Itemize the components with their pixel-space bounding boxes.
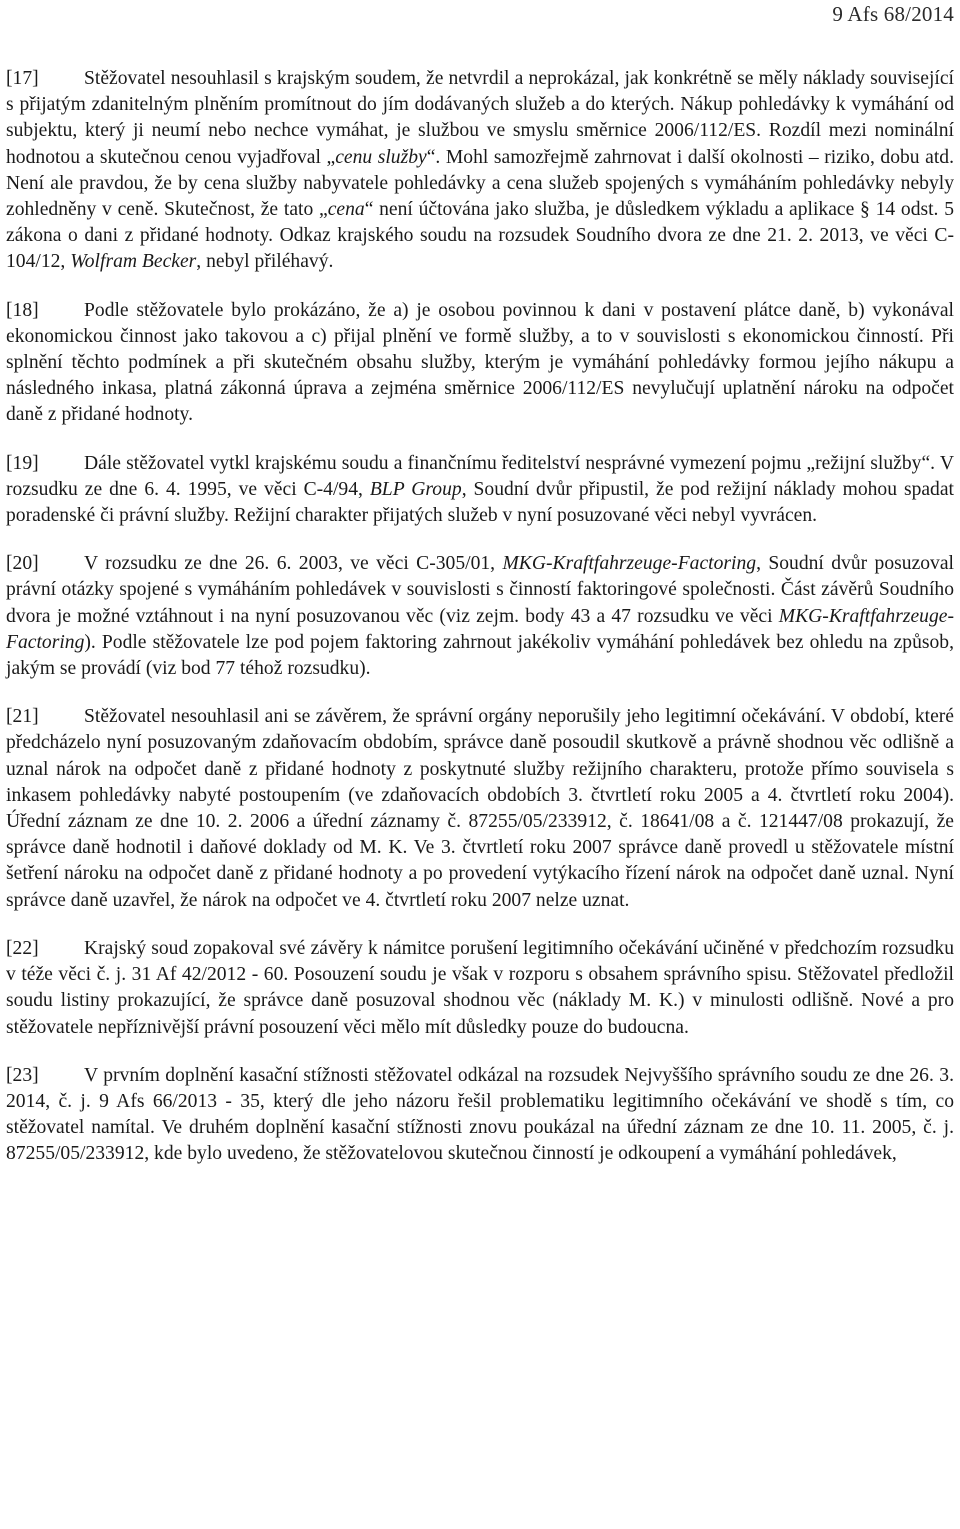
paragraph-19	[6, 451, 954, 530]
paragraph-22	[6, 936, 954, 1041]
case-name: BLP Group	[369, 478, 462, 500]
case-name: MKG-Kraftfahrzeuge-Factoring	[6, 605, 954, 653]
paragraph-17	[6, 66, 954, 276]
paragraph-number: [22]	[6, 937, 39, 959]
paragraph-text: , Soudní dvůr posuzoval právní otázky spojené s vymáháním pohledávek v souvislosti s činností faktoringové společnosti. Část závěrů Soudního dvora je možné vztáhnout i na nyní posuzovanou věc (viz zejm. body 43 a 47 rozsudku ve věci	[6, 553, 954, 627]
paragraph-text: “. Mohl samozřejmě zahrnovat i další okolnosti – riziko, dobu atd. Není ale pravdou, že by cena služby nabyvatele pohledávky a cena služeb spojených s vymáháním pohledávky nebyly zohledněny v ceně. Skutečnost, že tato „	[6, 146, 954, 221]
case-name: Wolfram Becker	[70, 251, 197, 273]
paragraph-20	[6, 551, 954, 682]
paragraph-number: [20]	[6, 553, 39, 575]
paragraph-number: [21]	[6, 706, 39, 728]
paragraph-text: “ není účtována jako služba, je důsledkem výkladu a aplikace § 14 odst. 5 zákona o dani z přidané hodnoty. Odkaz krajského soudu na rozsudek Soudního dvora ze dne 21. 2. 2013, ve věci C-104/12,	[6, 199, 954, 273]
paragraph-text: Podle stěžovatele bylo prokázáno, že a) je osobou povinnou k dani v postavení plátce daně, b) vykonával ekonomickou činnost jako takovou a c) přijal plnění ve formě služby, a to v souvislosti s ekonomickou činností. Při splnění těchto podmínek a při skutečném obsahu služby, kterým je vymáhání pohledávky formou jejího nákupu a následného inkasa, platná zákonná úprava a zejména směrnice 2006/112/ES nevylučují uplatnění nároku na odpočet daně z přidané hodnoty.	[6, 299, 954, 426]
page-header-case-number: 9 Afs 68/2014	[832, 2, 954, 26]
paragraph-21	[6, 704, 954, 914]
paragraph-text: , Soudní dvůr připustil, že pod režijní náklady mohou spadat poradenské či právní služby. Režijní charakter přijatých služeb v nyní posuzované věci nebyl vyvrácen.	[6, 478, 954, 527]
paragraph-number: [23]	[6, 1064, 39, 1086]
paragraph-number: [17]	[6, 68, 39, 89]
paragraph-text: ). Podle stěžovatele lze pod pojem faktoring zahrnout jakékoliv vymáhání pohledávek bez ohledu na způsob, jakým se provádí (viz bod 77 téhož rozsudku).	[6, 631, 954, 680]
paragraph-number: [18]	[6, 299, 39, 321]
paragraph-text: V prvním doplnění kasační stížnosti stěžovatel odkázal na rozsudek Nejvyššího správního soudu ze dne 26. 3. 2014, č. j. 9 Afs 66/2013 - 35, který dle jeho názoru řešil problematiku legitimního očekávání ve shodě s tím, co stěžovatel namítal. Ve druhém doplnění kasační stížnosti znovu poukázal na úřední záznam ze dne 10. 11. 2005, č. j. 87255/05/233912, kde bylo uvedeno, že stěžovatelovou skutečnou činností je odkoupení a vymáhání pohledávek,	[6, 1064, 954, 1165]
paragraph-text: Stěžovatel nesouhlasil s krajským soudem, že netvrdil a neprokázal, jak konkrétně se měly náklady související s přijatým zdanitelným plněním promítnout do jím dodávaných služeb a do kterých. Nákup pohledávky k vymáhání od subjektu, který ji neumí nebo nechce vymáhat, je službou ve smyslu směrnice 2006/112/ES. Rozdíl mezi nominální hodnotou a skutečnou cenou vyjadřoval „	[6, 68, 954, 168]
paragraph-18	[6, 298, 954, 429]
paragraph-text: , nebyl přiléhavý.	[196, 251, 334, 273]
paragraph-text: Stěžovatel nesouhlasil ani se závěrem, že správní orgány neporušily jeho legitimní očekávání. V období, které předcházelo nyní posuzovaným zdaňovacím obdobím, správce daně posoudil skutkově a právně shodnou věc odlišně a uznal nárok na odpočet daně z přidané hodnoty z poskytnuté služby režijního charakteru, protože přímo souvisela s inkasem pohledávky nabyté postoupením (ve zdaňovacích obdobích 3. čtvrtletí roku 2005 a 4. čtvrtletí roku 2004). Úřední záznam ze dne 10. 2. 2006 a úřední záznamy č. 87255/05/233912, č. 18641/08 a č. 121447/08 prokazují, že správce daně hodnotil i daňové doklady od M. K. Ve 3. čtvrtletí roku 2007 správce daně provedl u stěžovatele místní šetření nároku na odpočet daně z přidané hodnoty a po provedení vytýkacího řízení nárok na odpočet daně uznal. Nyní správce daně uzavřel, že nárok na odpočet ve 4. čtvrtletí roku 2007 nelze uznat.	[6, 706, 954, 911]
paragraph-23	[6, 1063, 954, 1168]
case-name: MKG-Kraftfahrzeuge-Factoring	[502, 553, 757, 575]
paragraph-text: Krajský soud zopakoval své závěry k námitce porušení legitimního očekávání učiněné v předchozím rozsudku v téže věci č. j. 31 Af 42/2012 - 60. Posouzení soudu je však v rozporu s obsahem správního spisu. Stěžovatel předložil soudu listiny prokazující, že správce daně posuzoval shodnou věc (náklady M. K.) v minulosti odlišně. Nové a pro stěžovatele nepříznivější právní posouzení věci mělo mít důsledky pouze do budoucna.	[6, 937, 954, 1038]
italic-term: cena	[327, 199, 365, 221]
paragraph-text: Dále stěžovatel vytkl krajskému soudu a finančnímu ředitelství nesprávné vymezení pojmu „režijní služby“. V rozsudku ze dne 6. 4. 1995, ve věci C-4/94,	[6, 452, 954, 500]
document-body	[6, 66, 954, 1190]
paragraph-text: V rozsudku ze dne 26. 6. 2003, ve věci C-305/01,	[84, 553, 503, 575]
paragraph-number: [19]	[6, 452, 39, 474]
italic-term: cenu služby	[335, 146, 427, 168]
